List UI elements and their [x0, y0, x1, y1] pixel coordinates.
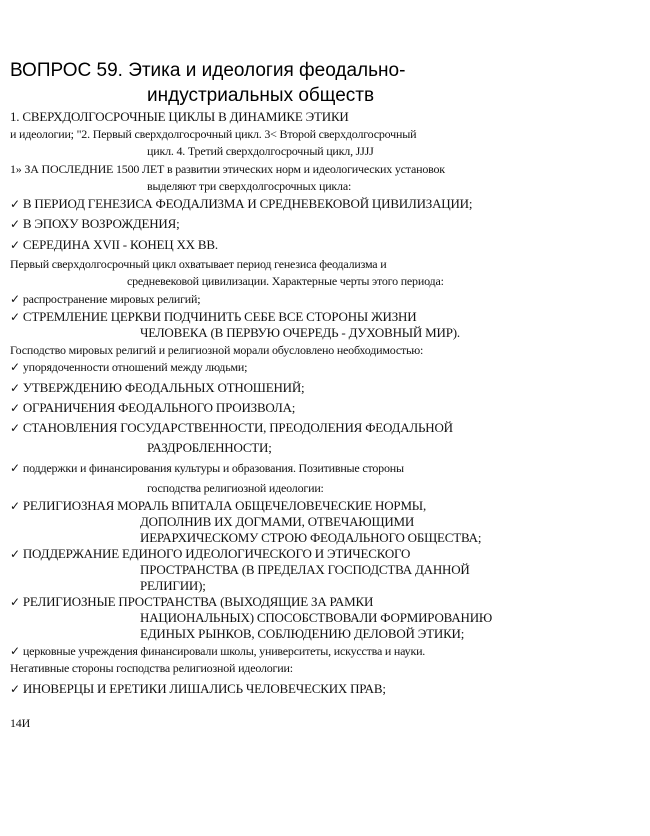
- check-icon: ✓: [10, 381, 20, 395]
- check-icon: ✓: [10, 547, 20, 561]
- page-title-line-1: ВОПРОС 59. Этика и идеология феодально-: [10, 60, 406, 81]
- list-item: ✓ церковные учреждения финансировали школы, университеты, искусства и науки.: [10, 644, 426, 658]
- list-item: ✓ ОГРАНИЧЕНИЯ ФЕОДАЛЬНОГО ПРОИЗВОЛА;: [10, 400, 296, 415]
- text-line: Негативные стороны господства религиозной идеологии:: [10, 661, 293, 675]
- text-line: Господство мировых религий и религиозной морали обусловлено необходимостью:: [10, 343, 424, 357]
- check-icon: ✓: [10, 499, 20, 513]
- list-item: ✓ СТРЕМЛЕНИЕ ЦЕРКВИ ПОДЧИНИТЬ СЕБЕ ВСЕ СТОРОНЫ ЖИЗНИ: [10, 309, 417, 324]
- list-item: ✓ В ПЕРИОД ГЕНЕЗИСА ФЕОДАЛИЗМА И СРЕДНЕВЕКОВОЙ ЦИВИЛИЗАЦИИ;: [10, 196, 473, 211]
- check-icon: ✓: [10, 644, 20, 658]
- text-line: ЧЕЛОВЕКА (В ПЕРВУЮ ОЧЕРЕДЬ - ДУХОВНЫЙ МИР).: [140, 325, 460, 340]
- check-icon: ✓: [10, 292, 20, 306]
- list-item: ✓ поддержки и финансирования культуры и образования. Позитивные стороны: [10, 461, 404, 475]
- text-line: ЕДИНЫХ РЫНКОВ, СОБЛЮДЕНИЮ ДЕЛОВОЙ ЭТИКИ;: [140, 626, 465, 641]
- text-line: НАЦИОНАЛЬНЫХ) СПОСОБСТВОВАЛИ ФОРМИРОВАНИЮ: [140, 610, 493, 625]
- check-icon: ✓: [10, 217, 20, 231]
- list-item: ✓ УТВЕРЖДЕНИЮ ФЕОДАЛЬНЫХ ОТНОШЕНИЙ;: [10, 380, 305, 395]
- text-line: выделяют три сверхдолгосрочных цикла:: [147, 179, 352, 193]
- text-line: цикл. 4. Третий сверхдолгосрочный цикл, JJJJ: [147, 144, 374, 158]
- text-line: Первый сверхдолгосрочный цикл охватывает период генезиса феодализма и: [10, 257, 387, 271]
- check-icon: ✓: [10, 461, 20, 475]
- list-item: ✓ ПОДДЕРЖАНИЕ ЕДИНОГО ИДЕОЛОГИЧЕСКОГО И ЭТИЧЕСКОГО: [10, 546, 411, 561]
- list-item: ✓ В ЭПОХУ ВОЗРОЖДЕНИЯ;: [10, 216, 180, 231]
- text-line: ДОПОЛНИВ ИХ ДОГМАМИ, ОТВЕЧАЮЩИМИ: [140, 514, 415, 529]
- check-icon: ✓: [10, 238, 20, 252]
- page-number: 14И: [10, 716, 31, 730]
- text-line: и идеологии; "2. Первый сверхдолгосрочный цикл. 3< Второй сверхдолгосрочный: [10, 127, 417, 141]
- check-icon: ✓: [10, 595, 20, 609]
- list-item: ✓ упорядоченности отношений между людьми;: [10, 360, 248, 374]
- section-heading: 1. СВЕРХДОЛГОСРОЧНЫЕ ЦИКЛЫ В ДИНАМИКЕ ЭТИКИ: [10, 109, 349, 124]
- text-line: РАЗДРОБЛЕННОСТИ;: [147, 440, 272, 455]
- check-icon: ✓: [10, 360, 20, 374]
- text-line: средневековой цивилизации. Характерные черты этого периода:: [127, 274, 444, 288]
- text-line: ПРОСТРАНСТВА (В ПРЕДЕЛАХ ГОСПОДСТВА ДАННОЙ: [140, 562, 470, 577]
- list-item: ✓ СЕРЕДИНА XVII - КОНЕЦ XX ВВ.: [10, 237, 218, 252]
- text-line: господства религиозной идеологии:: [147, 481, 324, 495]
- check-icon: ✓: [10, 197, 20, 211]
- check-icon: ✓: [10, 401, 20, 415]
- check-icon: ✓: [10, 310, 20, 324]
- check-icon: ✓: [10, 682, 20, 696]
- check-icon: ✓: [10, 421, 20, 435]
- page-title-line-2: индустриальных обществ: [147, 85, 375, 106]
- list-item: ✓ ИНОВЕРЦЫ И ЕРЕТИКИ ЛИШАЛИСЬ ЧЕЛОВЕЧЕСКИХ ПРАВ;: [10, 681, 386, 696]
- list-item: ✓ РЕЛИГИОЗНАЯ МОРАЛЬ ВПИТАЛА ОБЩЕЧЕЛОВЕЧЕСКИЕ НОРМЫ,: [10, 498, 426, 513]
- list-item: ✓ РЕЛИГИОЗНЫЕ ПРОСТРАНСТВА (ВЫХОДЯЩИЕ ЗА РАМКИ: [10, 594, 374, 609]
- text-line: РЕЛИГИИ);: [140, 578, 206, 593]
- list-item: ✓ распространение мировых религий;: [10, 292, 201, 306]
- text-line: ИЕРАРХИЧЕСКОМУ СТРОЮ ФЕОДАЛЬНОГО ОБЩЕСТВА;: [140, 530, 482, 545]
- text-line: 1» ЗА ПОСЛЕДНИЕ 1500 ЛЕТ в развитии этических норм и идеологических установок: [10, 162, 445, 176]
- list-item: ✓ СТАНОВЛЕНИЯ ГОСУДАРСТВЕННОСТИ, ПРЕОДОЛЕНИЯ ФЕОДАЛЬНОЙ: [10, 420, 453, 435]
